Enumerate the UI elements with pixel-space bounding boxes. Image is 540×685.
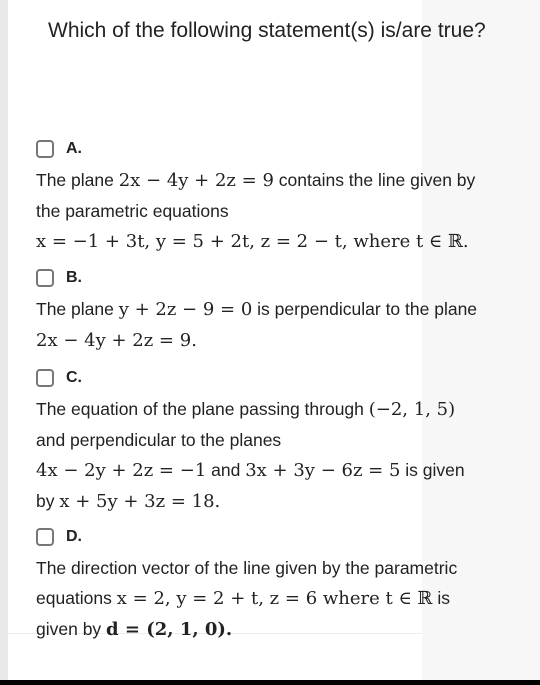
option-line [36,583,536,614]
question-text: Which of the following statement(s) is/are true? [48,19,486,42]
option-line [36,294,536,325]
option-line [36,165,536,196]
math-expression: y + 2z − 9 = 0 [118,299,253,320]
option-text: The equation of the plane passing through [36,399,369,419]
option-a-letter: A. [66,140,82,157]
option-line [36,486,536,517]
option-line [36,226,536,257]
option-text: is perpendicular to the plane [252,299,478,319]
option-b-body [36,294,536,356]
option-d-header[interactable] [36,525,536,549]
option-c-letter: C. [66,369,82,386]
left-border [0,0,8,680]
option-line [36,455,536,486]
math-expression: 2x − 4y + 2z = 9 [118,170,274,191]
option-text: the parametric equations [36,201,229,221]
option-line [36,394,536,425]
option-text: The plane [36,299,119,319]
option-c-header[interactable] [36,366,536,390]
option-b-letter: B. [66,269,82,286]
math-expression: 3x + 3y − 6z = 5 [245,460,401,481]
option-text: is given [400,460,465,480]
option-c[interactable] [36,366,536,517]
math-expression: 2x − 4y + 2z = 9. [36,330,197,351]
option-line [36,325,536,356]
option-a[interactable] [36,137,536,257]
option-line [36,553,536,583]
option-d-letter: D. [66,528,82,545]
bottom-bar [0,680,540,685]
option-a-header[interactable] [36,137,536,161]
option-a-body [36,165,536,257]
option-text: and perpendicular to the planes [36,430,282,450]
option-text: The direction vector of the line given by the parametric [36,558,458,578]
option-line [36,614,536,645]
option-text: contains the line given by [273,170,476,190]
option-text: given by [36,619,107,639]
math-expression: x = 2, y = 2 + t, z = 6 where t ∈ ℝ [116,588,433,609]
math-expression: x = −1 + 3t, y = 5 + 2t, z = 2 − t, where t ∈ ℝ. [36,231,469,252]
option-d-checkbox[interactable] [36,528,54,546]
option-text: by [36,491,60,511]
option-d[interactable] [36,525,536,645]
math-expression: 4x − 2y + 2z = −1 [36,460,207,481]
option-text: is [432,588,450,608]
option-a-checkbox[interactable] [36,140,54,158]
option-line [36,196,536,226]
option-c-body [36,394,536,517]
math-expression: x + 5y + 3z = 18. [59,491,221,512]
math-expression: (−2, 1, 5) [368,399,456,420]
option-text: and [206,460,246,480]
option-b[interactable] [36,266,536,356]
option-text: equations [36,588,117,608]
math-expression: d = (2, 1, 0). [106,619,233,640]
option-line [36,425,536,455]
option-d-body [36,553,536,645]
option-b-checkbox[interactable] [36,269,54,287]
option-text: The plane [36,170,119,190]
option-b-header[interactable] [36,266,536,290]
option-c-checkbox[interactable] [36,369,54,387]
